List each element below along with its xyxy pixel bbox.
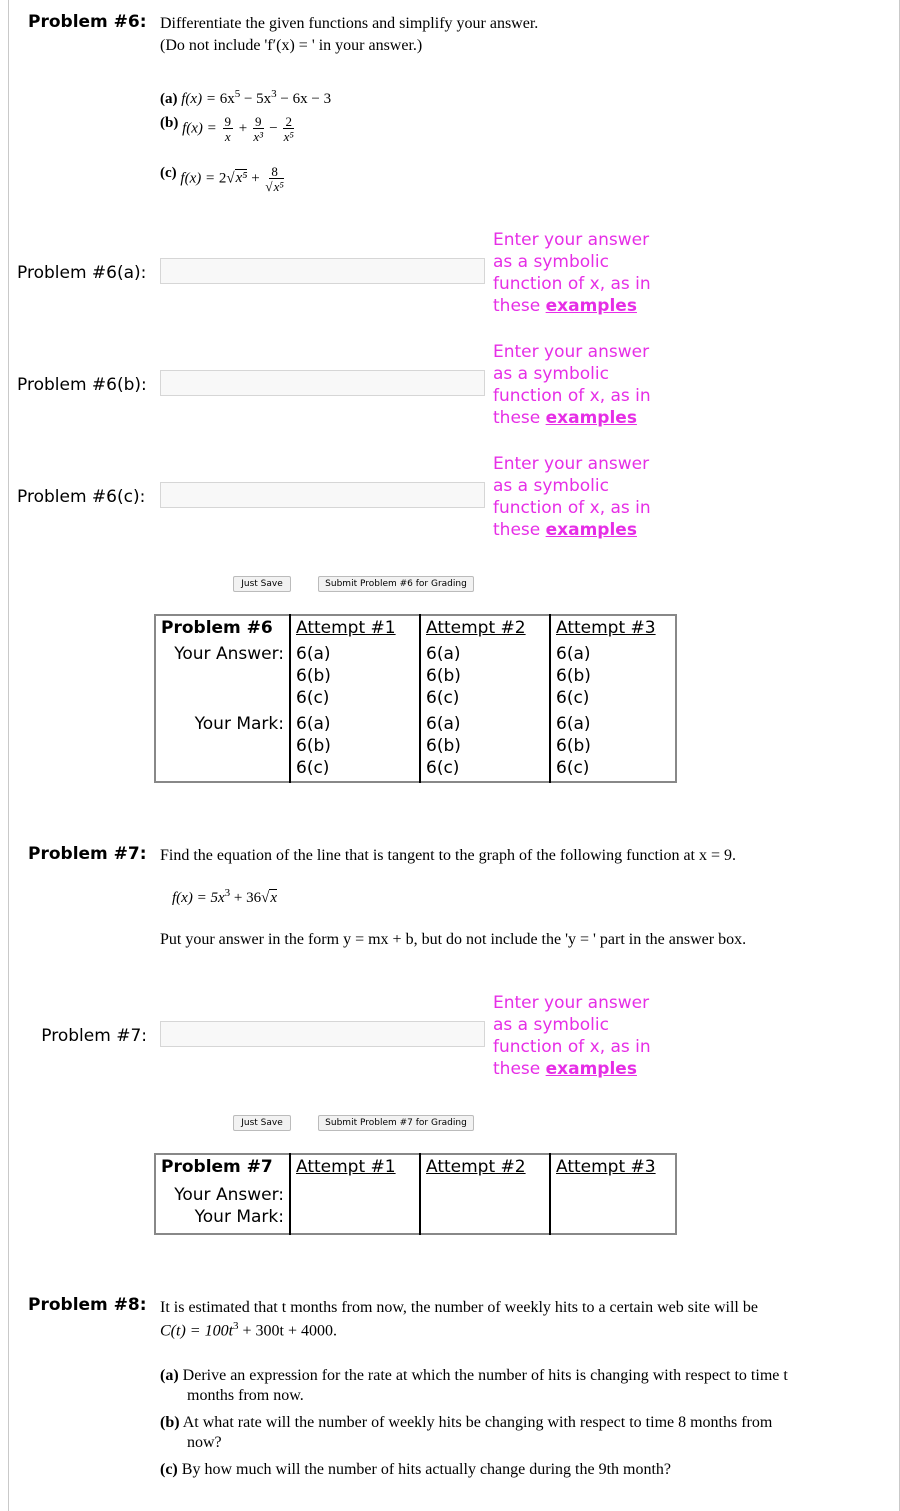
coefficient: 2 xyxy=(218,170,227,187)
function-text: + 36 xyxy=(230,890,262,906)
hint-text: function of x, as in xyxy=(493,498,651,518)
problem-7-form-note: Put your answer in the form y = mx + b, but do not include the 'y = ' part in the answer box. xyxy=(160,931,747,948)
part-label: 6(b) xyxy=(556,666,591,686)
hint-text: function of x, as in xyxy=(493,386,651,406)
function-text: C(t) = 100t xyxy=(160,1322,234,1340)
problem-6b-function xyxy=(160,115,296,143)
exponent: 3 xyxy=(271,88,277,100)
term: 6x xyxy=(219,91,235,107)
part-text: Derive an expression for the rate at which the number of hits is changing with respect to time t xyxy=(182,1367,788,1384)
part-label: 6(a) xyxy=(556,644,591,664)
part-label: 6(c) xyxy=(556,688,590,708)
problem-7-instruction: Find the equation of the line that is tangent to the graph of the following function at x = 9. xyxy=(160,847,737,864)
part-label: 6(a) xyxy=(296,644,331,664)
answer-hint xyxy=(493,341,673,429)
problem-8b-cont: now? xyxy=(187,1434,222,1451)
mark-cell xyxy=(550,711,676,782)
problem-6c-function: (c) f(x) = 2√x⁵ + $\frac{8}{\text{√x⁵}}$ xyxy=(160,164,284,194)
part-label: 6(c) xyxy=(296,758,330,778)
problem-8a-cont: months from now. xyxy=(187,1387,304,1404)
your-mark-text: Your Mark: xyxy=(194,1206,284,1227)
operator: − xyxy=(269,120,278,137)
problem-8c xyxy=(160,1461,890,1479)
term: − 6x − 3 xyxy=(276,91,332,107)
problem-7-answer-input[interactable] xyxy=(160,1021,485,1047)
part-label: (c) xyxy=(160,165,177,181)
problem-6a-answer-input[interactable] xyxy=(160,258,485,284)
part-label: (b) xyxy=(160,115,179,131)
hint-text: as a symbolic xyxy=(493,1015,609,1035)
problem-8b xyxy=(160,1414,890,1432)
exponent: 5 xyxy=(234,88,241,100)
attempt-2-link[interactable]: Attempt #2 xyxy=(426,1157,526,1177)
function-text: f(x) = 5x xyxy=(172,890,225,906)
fraction xyxy=(253,115,264,143)
your-answer-text: Your Answer: xyxy=(174,1184,284,1205)
numerator: 8 xyxy=(271,164,278,179)
part-label: (a) xyxy=(160,1367,179,1384)
submit-problem-7-button[interactable]: Submit Problem #7 for Grading xyxy=(318,1115,474,1131)
table-title: Problem #7 xyxy=(161,1157,273,1177)
problem-6b-answer-input[interactable] xyxy=(160,370,485,396)
just-save-button[interactable]: Just Save xyxy=(233,1115,291,1131)
radicand: x⁵ xyxy=(273,179,284,194)
attempt-2-link[interactable]: Attempt #2 xyxy=(426,618,526,638)
hint-text: as a symbolic xyxy=(493,476,609,496)
attempt-1-link[interactable]: Attempt #1 xyxy=(296,618,396,638)
your-mark-label: Your Mark: xyxy=(194,714,284,734)
part-label: 6(a) xyxy=(426,714,461,734)
part-label: (c) xyxy=(160,1461,178,1478)
part-text: At what rate will the number of weekly hits be changing with respect to time 8 months from xyxy=(182,1414,773,1431)
problem-6c-answer-input[interactable] xyxy=(160,482,485,508)
problem-8a xyxy=(160,1367,890,1385)
denominator: x⁵ xyxy=(283,129,294,144)
problem-6a-label: Problem #6(a): xyxy=(17,263,147,283)
operator: + xyxy=(238,120,248,137)
part-label: 6(b) xyxy=(296,736,331,756)
fraction xyxy=(265,165,283,193)
part-label: 6(b) xyxy=(556,736,591,756)
part-label: (b) xyxy=(160,1414,180,1431)
problem-7-label: Problem #7: xyxy=(41,1026,147,1046)
problem-6b-label: Problem #6(b): xyxy=(17,375,147,395)
fx-label: f(x) = xyxy=(182,120,217,137)
attempt-1-link[interactable]: Attempt #1 xyxy=(296,1157,396,1177)
denominator: √x⁵ xyxy=(265,179,284,194)
hint-text: these xyxy=(493,1059,541,1079)
examples-link[interactable]: examples xyxy=(545,408,637,428)
radicand: x xyxy=(270,890,277,906)
fraction xyxy=(223,115,234,143)
problem-7-function xyxy=(172,887,277,907)
hint-text: as a symbolic xyxy=(493,252,609,272)
numerator: 2 xyxy=(285,114,292,129)
part-label: 6(a) xyxy=(556,714,591,734)
hint-text: function of x, as in xyxy=(493,1037,651,1057)
part-label: 6(c) xyxy=(556,758,590,778)
hint-text: as a symbolic xyxy=(493,364,609,384)
part-label: 6(b) xyxy=(426,736,461,756)
problem-8-function xyxy=(160,1320,337,1340)
examples-link[interactable]: examples xyxy=(545,1059,637,1079)
part-label: 6(a) xyxy=(426,644,461,664)
hint-text: function of x, as in xyxy=(493,274,651,294)
answer-cell xyxy=(290,1182,420,1234)
sqrt-icon: √ xyxy=(226,170,235,187)
problem-7-attempts-table xyxy=(154,1153,677,1235)
problem-6-note: (Do not include 'f′(x) = ' in your answer.) xyxy=(160,37,423,54)
just-save-button[interactable]: Just Save xyxy=(233,576,291,592)
answer-cell xyxy=(550,641,676,711)
attempt-3-link[interactable]: Attempt #3 xyxy=(556,618,656,638)
hint-text: Enter your answer xyxy=(493,342,650,362)
answer-cell xyxy=(550,1182,676,1234)
examples-link[interactable]: examples xyxy=(545,296,637,316)
part-label: 6(c) xyxy=(426,688,460,708)
problem-8-title: Problem #8: xyxy=(28,1295,147,1315)
problem-6-title: Problem #6: xyxy=(28,12,147,32)
part-label: 6(b) xyxy=(426,666,461,686)
problem-8-statement: It is estimated that t months from now, the number of weekly hits to a certain web site will be xyxy=(160,1299,758,1316)
mark-cell xyxy=(420,711,550,782)
your-answer-label: Your Answer: xyxy=(174,644,284,664)
term: − 5x xyxy=(240,91,272,107)
problem-6a-function xyxy=(160,88,331,108)
answer-cell xyxy=(420,641,550,711)
function-text: + 300t + 4000. xyxy=(238,1322,338,1340)
fx-label: f(x) = xyxy=(181,91,216,107)
part-label: 6(c) xyxy=(426,758,460,778)
hint-text: Enter your answer xyxy=(493,454,650,474)
problem-6-attempts-table xyxy=(154,614,677,783)
part-label: (a) xyxy=(160,91,178,107)
problem-6-instruction: Differentiate the given functions and simplify your answer. xyxy=(160,15,539,32)
part-label: 6(a) xyxy=(296,714,331,734)
table-header xyxy=(155,615,290,641)
answer-hint xyxy=(493,453,673,541)
fx-label: f(x) = xyxy=(180,170,216,187)
part-text: By how much will the number of hits actually change during the 9th month? xyxy=(181,1461,671,1478)
hint-text: these xyxy=(493,408,541,428)
hint-text: these xyxy=(493,296,541,316)
answer-cell xyxy=(420,1182,550,1234)
fraction xyxy=(283,115,294,143)
examples-link[interactable]: examples xyxy=(545,520,637,540)
exponent: 3 xyxy=(233,1320,239,1332)
denominator: x³ xyxy=(253,129,264,144)
hint-text: Enter your answer xyxy=(493,230,650,250)
numerator: 9 xyxy=(224,114,232,129)
attempt-3-link[interactable]: Attempt #3 xyxy=(556,1157,656,1177)
exponent: 3 xyxy=(224,887,231,899)
mark-cell xyxy=(290,711,420,782)
denominator: x xyxy=(224,129,231,144)
radicand: x⁵ xyxy=(235,170,248,187)
table-title: Problem #6 xyxy=(161,618,273,638)
hint-text: these xyxy=(493,520,541,540)
part-label: 6(c) xyxy=(296,688,330,708)
numerator: 9 xyxy=(255,114,262,129)
answer-hint xyxy=(493,229,673,317)
hint-text: Enter your answer xyxy=(493,993,650,1013)
answer-cell xyxy=(290,641,420,711)
your-answer-label xyxy=(155,1182,290,1234)
problem-7-title: Problem #7: xyxy=(28,844,147,864)
sqrt-icon: √ xyxy=(261,890,270,906)
problem-6c-label: Problem #6(c): xyxy=(17,487,146,507)
part-label: 6(b) xyxy=(296,666,331,686)
answer-hint xyxy=(493,992,673,1080)
submit-problem-6-button[interactable]: Submit Problem #6 for Grading xyxy=(318,576,474,592)
